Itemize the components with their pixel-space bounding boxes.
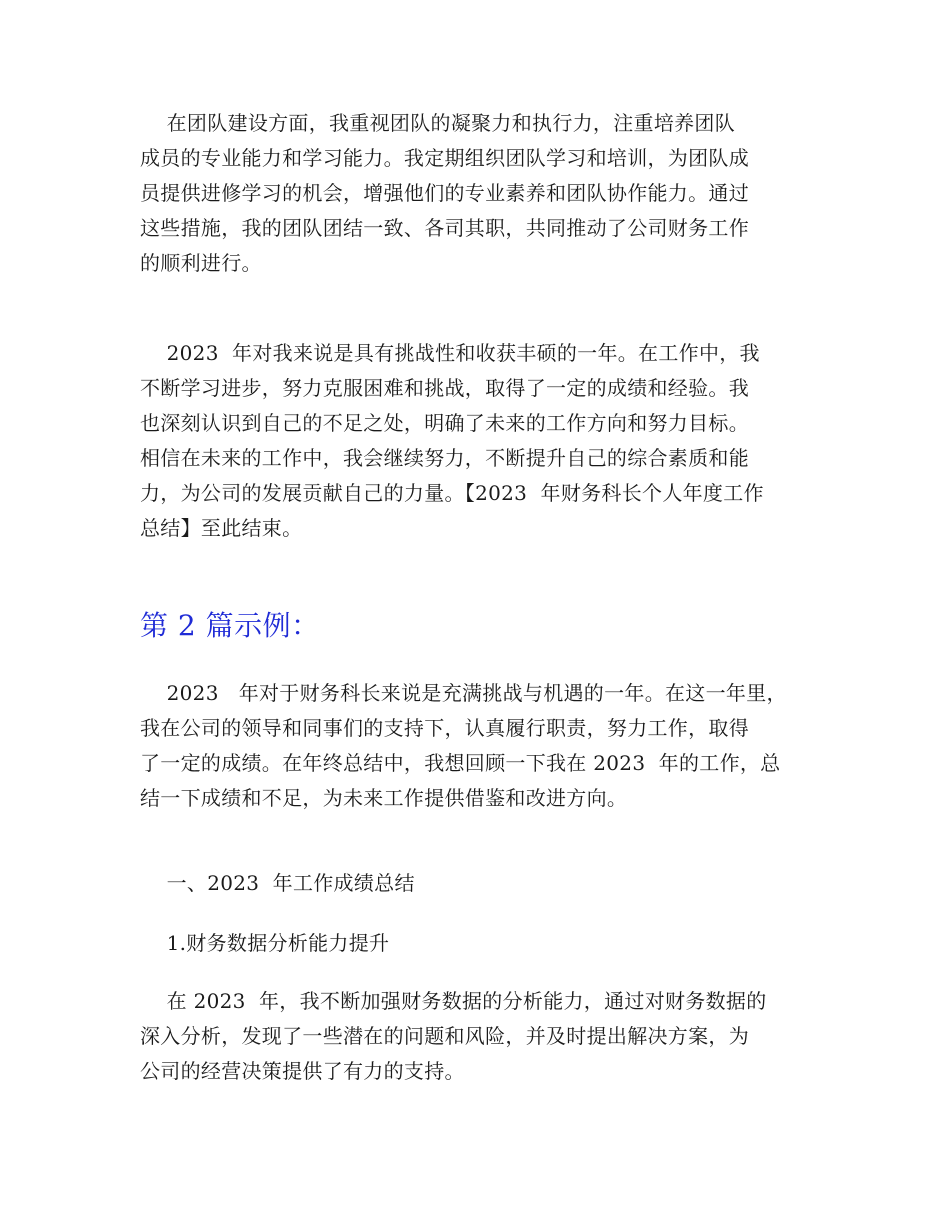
text-line: 的顺利进行。 [140,251,262,275]
subheading-achievements [140,866,830,901]
text-line: 这些措施，我的团队团结一致、各司其职，共同推动了公司财务工作 [140,216,749,240]
text-line: 1.财务数据分析能力提升 [140,931,390,955]
text-line: 结一下成绩和不足，为未来工作提供借鉴和改进方向。 [140,786,628,810]
text-line: 公司的经营决策提供了有力的支持。 [140,1059,465,1083]
text-line: 在 2023 年，我不断加强财务数据的分析能力，通过对财务数据的 [140,989,767,1013]
text-line: 2023 年对于财务科长来说是充满挑战与机遇的一年。在这一年里， [140,681,787,705]
text-line: 成员的专业能力和学习能力。我定期组织团队学习和培训，为团队成 [140,146,749,170]
paragraph-intro [140,676,830,816]
text-line: 也深刻认识到自己的不足之处，明确了未来的工作方向和努力目标。 [140,411,749,435]
text-line: 2023 年对我来说是具有挑战性和收获丰硕的一年。在工作中，我 [140,341,760,365]
text-line: 不断学习进步，努力克服困难和挑战，取得了一定的成绩和经验。我 [140,376,749,400]
subheading-data-analysis [140,926,830,961]
text-line: 总结】至此结束。 [140,516,303,540]
text-line: 在团队建设方面，我重视团队的凝聚力和执行力，注重培养团队 [140,111,736,135]
text-line: 深入分析，发现了一些潜在的问题和风险，并及时提出解决方案，为 [140,1024,749,1048]
paragraph-data-analysis [140,984,830,1089]
text-line: 力，为公司的发展贡献自己的力量。【2023 年财务科长个人年度工作 [140,481,764,505]
text-line: 一、2023 年工作成绩总结 [140,871,415,895]
text-line: 我在公司的领导和同事们的支持下，认真履行职责，努力工作，取得 [140,716,749,740]
paragraph-year-review [140,336,830,546]
text-line: 员提供进修学习的机会，增强他们的专业素养和团队协作能力。通过 [140,181,749,205]
section-heading: 第 2 篇示例： [140,609,320,642]
paragraph-team-building [140,106,830,281]
text-line: 相信在未来的工作中，我会继续努力，不断提升自己的综合素质和能 [140,446,749,470]
text-line: 了一定的成绩。在年终总结中，我想回顾一下我在 2023 年的工作，总 [140,751,781,775]
